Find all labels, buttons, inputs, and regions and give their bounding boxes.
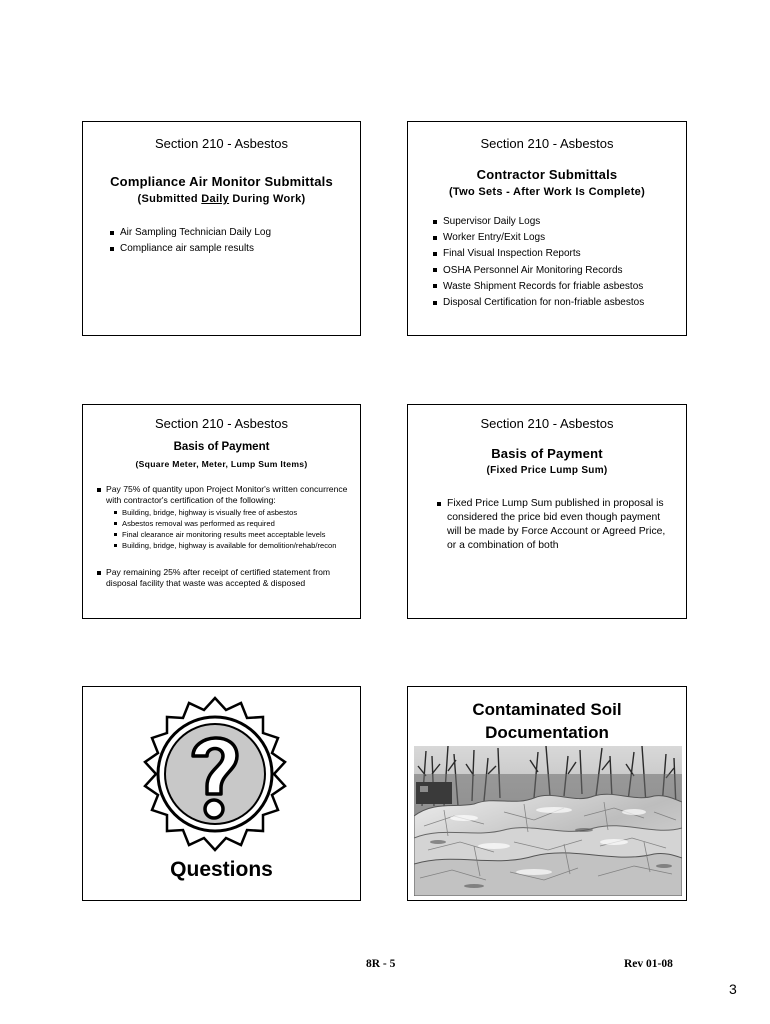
bullet-list: [109, 225, 271, 257]
slide-subtitle: Compliance Air Monitor Submittals: [110, 174, 333, 189]
list-item: Air Sampling Technician Daily Log: [109, 225, 271, 241]
list-item: Waste Shipment Records for friable asbestos: [432, 279, 644, 295]
paren-text-underlined: Daily: [201, 193, 230, 205]
slide-title-line2: Documentation: [485, 723, 609, 742]
slide-paren-note: (Fixed Price Lump Sum): [486, 465, 608, 476]
page-number: 3: [729, 981, 737, 997]
sub-bullet-list: [113, 507, 336, 551]
payment-paragraph-25: Pay remaining 25% after receipt of certified statement from disposal facility that waste was accepted & disposed: [95, 567, 362, 589]
slide-paren-note: [83, 193, 360, 205]
slide-section-title: Section 210 - Asbestos: [480, 136, 614, 151]
list-item: Supervisor Daily Logs: [432, 214, 644, 230]
slide-subtitle: Basis of Payment: [491, 446, 603, 461]
list-item: Asbestos removal was performed as required: [113, 518, 336, 529]
plastic-covered-soil-piles-photo: [414, 746, 682, 896]
slide-basis-of-payment-unit: [82, 404, 361, 619]
list-item: Compliance air sample results: [109, 241, 271, 257]
questions-caption: Questions: [170, 858, 273, 881]
slide-section-title: Section 210 - Asbestos: [480, 416, 614, 431]
list-item: Final Visual Inspection Reports: [432, 246, 644, 262]
slide-contaminated-soil: [407, 686, 687, 901]
bullet-list: [432, 214, 644, 311]
list-item: Final clearance air monitoring results meet acceptable levels: [113, 529, 336, 540]
paren-text-before: (Submitted: [137, 193, 202, 205]
footer-section-code: 8R - 5: [366, 958, 396, 970]
slide-paren-note: (Square Meter, Meter, Lump Sum Items): [135, 459, 308, 469]
slide-contractor-submittals: [407, 121, 687, 336]
paren-text-after: During Work): [229, 193, 306, 205]
slide-basis-of-payment-lump-sum: [407, 404, 687, 619]
slide-title-line1: Contaminated Soil: [472, 700, 622, 719]
list-item: Worker Entry/Exit Logs: [432, 230, 644, 246]
list-item: OSHA Personnel Air Monitoring Records: [432, 263, 644, 279]
payment-paragraph-75: Pay 75% of quantity upon Project Monitor's written concurrence with contractor's certification of the following:: [95, 484, 362, 506]
slide-compliance-air-monitor: [82, 121, 361, 336]
list-item: Disposal Certification for non-friable asbestos: [432, 295, 644, 311]
slide-section-title: Section 210 - Asbestos: [155, 136, 288, 151]
question-mark-icon: [135, 694, 295, 854]
footer-revision: Rev 01-08: [624, 958, 673, 970]
slide-subtitle: Basis of Payment: [173, 441, 270, 453]
slide-section-title: Section 210 - Asbestos: [155, 416, 288, 431]
lump-sum-paragraph: Fixed Price Lump Sum published in proposal is considered the price bid even though payment will be made by Force Account or Agreed Price, or a combination of both: [435, 497, 675, 553]
slide-questions: [82, 686, 361, 901]
list-item: Building, bridge, highway is visually free of asbestos: [113, 507, 336, 518]
slide-subtitle: Contractor Submittals: [476, 167, 618, 182]
list-item: Building, bridge, highway is available for demolition/rehab/recon: [113, 540, 336, 551]
slide-paren-note: (Two Sets - After Work Is Complete): [448, 186, 646, 198]
